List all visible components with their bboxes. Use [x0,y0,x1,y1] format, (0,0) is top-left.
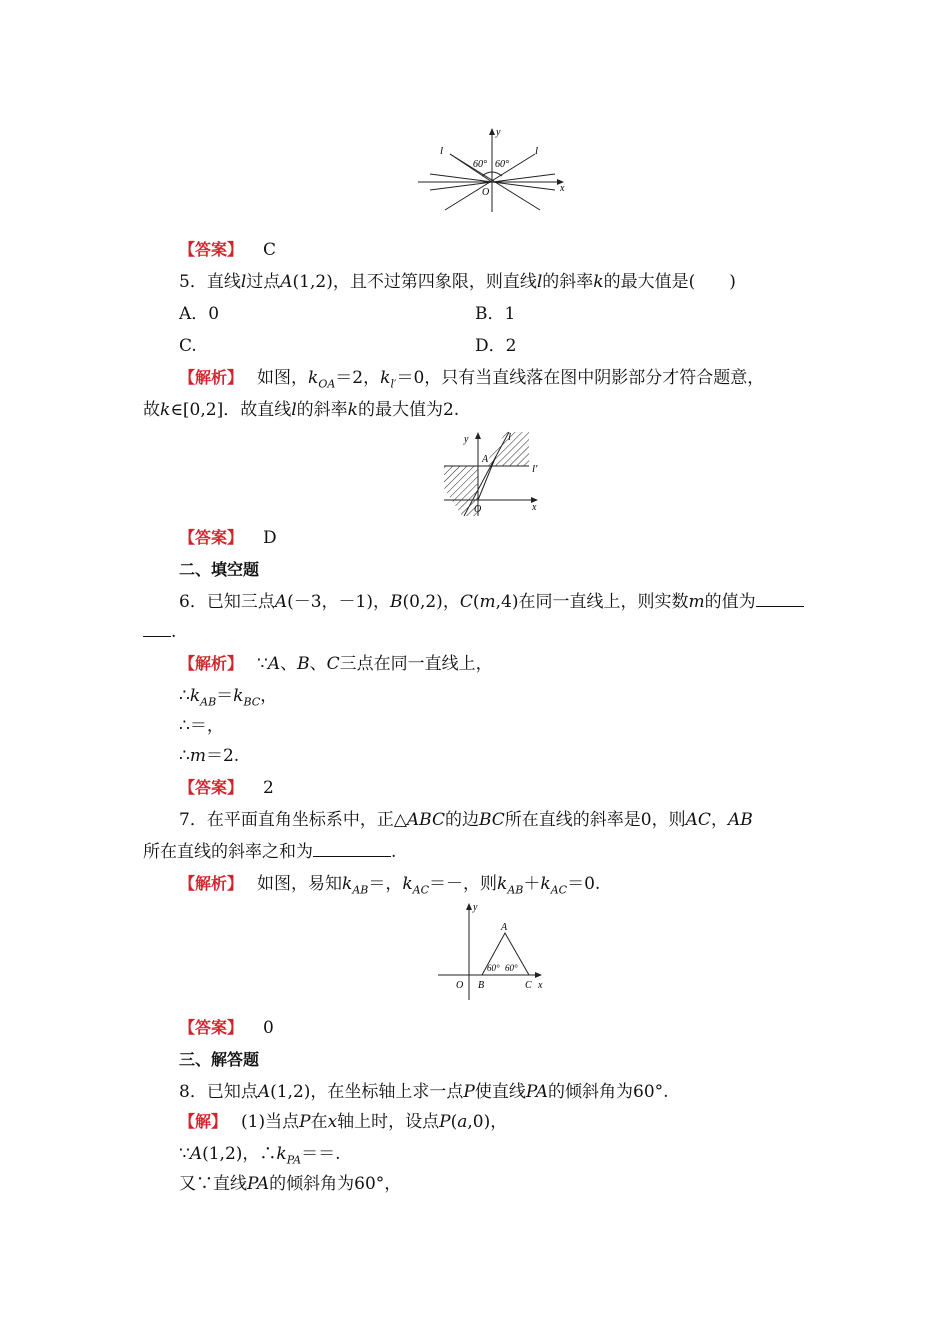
l-label: l [508,431,512,443]
y-axis-arrow [475,432,481,439]
solution-6-line1: 【解析】 ∵A、B、C三点在同一直线上， [179,654,493,674]
question-8: 8．已知点A(1,2)，在坐标轴上求一点P使直线PA的倾斜角为60°. [179,1082,669,1102]
y-axis-arrow [489,128,495,135]
point-a-label: A [482,454,489,465]
point-c-label: C [525,980,532,991]
answer-blank[interactable] [313,840,391,857]
question-5: 5．直线l过点A(1,2)，且不过第四象限，则直线l的斜率k的最大值是( ) [179,272,736,292]
x-axis-arrow [535,972,542,978]
question-7-line2: 所在直线的斜率之和为 . [143,842,397,862]
section-solve: 三、解答题 [179,1050,260,1069]
answer-blank-continued[interactable] [143,620,171,637]
l-prime-label: l′ [532,463,538,475]
x-label: x [538,980,543,991]
question-6-line2: . [143,620,176,644]
figure-shaded-region [434,428,554,520]
section-fill-in: 二、填空题 [179,560,260,579]
answer-value: C [263,240,277,260]
shaded-lower [444,466,478,516]
point-b-label: B [478,980,485,991]
option-d: D．2 [475,336,517,356]
answer-tag: 【答案】 [179,240,244,259]
answer-6: 【答案】 2 [179,778,274,798]
x-label: x [532,502,537,513]
l-right-label: l [535,145,539,157]
x-label: x [560,183,565,194]
y-label: y [473,902,478,913]
solution-5-line2: 故k∈[0,2]．故直线l的斜率k的最大值为2. [143,400,460,420]
figure-equilateral-triangle [432,898,552,1004]
origin-label: O [474,504,482,515]
y-label: y [496,127,501,138]
answer-blank[interactable] [756,590,804,607]
solution-5-line1: 【解析】 如图，$k_{OA}=2$，$k_{l'}=0$，只有当直线落在图中阴影部分才符合题意， [179,368,765,391]
solution-6-line2: $\therefore k_{AB}=k_{BC}$， [179,686,278,709]
answer-5: 【答案】 D [179,528,277,548]
l-left-label: l [440,145,444,157]
option-c: C. [179,336,197,356]
solution-7: 【解析】 如图，易知$k_{AB}=$，$k_{AC}=-$，则$k_{AB}+k_{AC}=0$. [179,874,601,897]
angle-c-label: 60° [505,963,518,973]
solution-8-line1: 【解】 (1)当点P在x轴上时，设点P(a,0)， [179,1112,508,1132]
origin-label: O [456,980,464,991]
point-a-label: A [501,922,508,933]
figure-two-lines [410,124,580,216]
question-7-line1: 7．在平面直角坐标系中，正△ABC的边BC所在直线的斜率是0，则AC，AB [179,810,753,830]
question-6-line1: 6．已知三点A(－3，－1)，B(0,2)，C(m,4)在同一直线上，则实数m的值为 [179,590,804,614]
y-axis-arrow [466,903,472,910]
angle-b-label: 60° [487,963,500,973]
option-a: A．0 [179,304,220,324]
y-label: y [464,434,469,445]
answer-4 [179,238,276,262]
angle-left-label: 60° [473,159,487,170]
solution-8-line2: ∵A(1,2)，$\therefore k_{PA}==$. [179,1144,341,1167]
option-b: B．1 [475,304,516,324]
solution-6-line4: ∴m＝2. [179,746,240,766]
solution-8-line3: 又∵直线PA的倾斜角为60°， [179,1174,402,1194]
solution-6-line3: ∴＝， [179,716,224,736]
origin-label: O [482,187,490,198]
angle-right-label: 60° [495,159,509,170]
answer-7: 【答案】 0 [179,1018,274,1038]
